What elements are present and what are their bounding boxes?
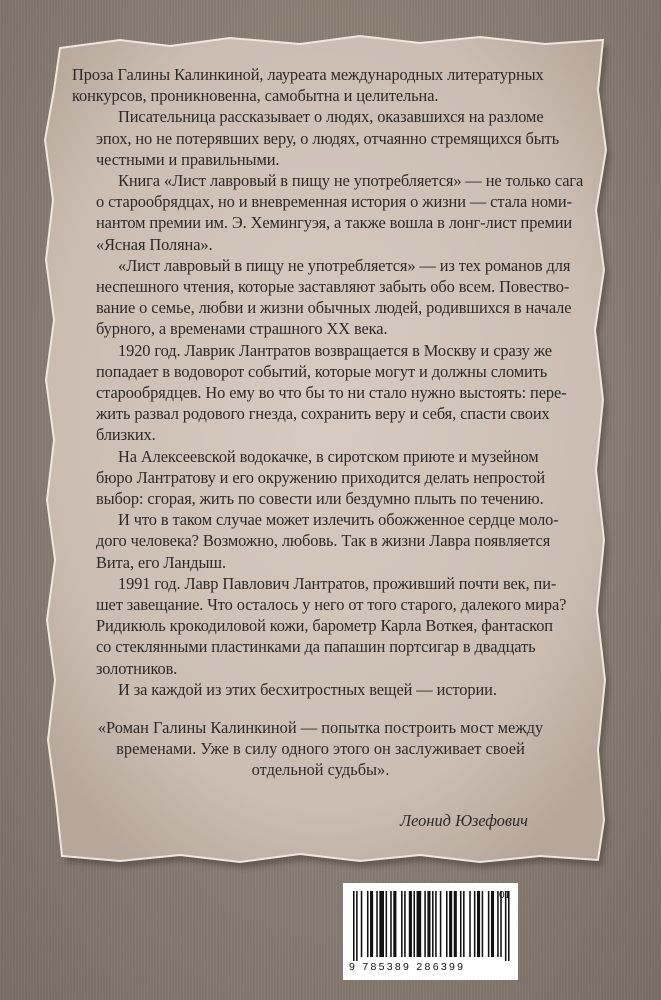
barcode-bars-icon (343, 883, 518, 963)
barcode-digits: 9 785389 286399 (349, 961, 466, 973)
paragraph (72, 509, 570, 573)
text-line: И за каждой из этих бесхитростных вещей — истории. (118, 679, 497, 699)
annotation-text (72, 64, 584, 700)
text-line: Книга «Лист лавровый в пищу не употребляется» — не только сага (118, 171, 584, 191)
text-line: Ридикюль крокодиловой кожи, барометр Карла Воткея, фантаскоп (96, 616, 553, 636)
text-line: неспешного чтения, которые заставляют забыть обо всем. Повество- (96, 277, 570, 297)
barcode-addon: 01 (499, 890, 511, 901)
text-line: нантом премии им. Э. Хемингуэя, а также вошла в лонг-лист премии (96, 213, 573, 233)
review-quote (68, 717, 573, 781)
text-line: жить развал родового гнезда, сохранить веру и себя, спасти своих (96, 404, 550, 424)
quote-line: «Роман Галины Калинкиной — попытка построить мост между (97, 718, 544, 737)
text-line: честными и правильными. (96, 149, 280, 169)
text-line: Вита, его Ландыш. (96, 552, 226, 572)
paragraph (72, 446, 570, 510)
text-line: золотников. (96, 658, 178, 678)
quote-line: отдельной судьбы». (251, 760, 390, 780)
text-line: Проза Галины Калинкиной, лауреата международных литературных (72, 65, 544, 84)
text-line: конкурсов, проникновенна, самобытна и целительна. (72, 86, 439, 106)
text-line: со стеклянными пластинками да папашин портсигар в двадцать (96, 637, 536, 657)
paragraph (72, 573, 570, 679)
text-line: бурного, а временами страшного XX века. (96, 319, 388, 339)
text-line: дого человека? Возможно, любовь. Так в жизни Лавра появляется (96, 531, 551, 551)
text-line: эпох, но не потерявших веру, о людях, отчаянно стремящихся быть (96, 128, 560, 148)
text-line: выбор: сгорая, жить по совести или бездумно плыть по течению. (96, 489, 544, 509)
text-line: 1991 год. Лавр Павлович Лантратов, проживший почти век, пи- (118, 573, 557, 593)
text-line: бюро Лантратову и его окружению приходится делать непростой (96, 467, 546, 487)
isbn-barcode (343, 883, 518, 980)
paragraph (72, 170, 584, 255)
paragraph (72, 679, 570, 700)
quote-author: Леонид Юзефович (400, 811, 528, 830)
text-line: Писательница рассказывает о людях, оказавшихся на разломе (118, 107, 544, 127)
paragraph (72, 106, 570, 170)
text-line: близких. (96, 425, 156, 445)
paragraph (72, 64, 570, 106)
text-line: «Ясная Поляна». (96, 234, 213, 254)
paragraph (72, 255, 570, 340)
text-line: На Алексеевской водокачке, в сиротском приюте и музейном (118, 446, 539, 466)
text-line: о старообрядцах, но и вневременная история о жизни — стала номи- (96, 192, 572, 212)
text-line: 1920 год. Лаврик Лантратов возвращается в Москву и сразу же (118, 340, 552, 360)
text-line: И что в таком случае может излечить обожженное сердце моло- (118, 510, 559, 530)
paragraph (72, 340, 570, 446)
text-line: «Лист лавровый в пищу не употребляется» — из тех романов для (118, 255, 571, 275)
quote-line: временами. Уже в силу одного этого он заслуживает своей (116, 739, 525, 759)
text-line: вание о семье, любви и жизни обычных людей, родившихся в начале (96, 298, 572, 318)
text-line: попадает в водоворот событий, которые могут и должны сломить (96, 361, 548, 381)
text-line: старообрядцев. Но ему во что бы то ни стало нужно выстоять: пере- (96, 383, 567, 403)
text-line: шет завещание. Что осталось у него от того старого, далекого мира? (96, 595, 567, 615)
